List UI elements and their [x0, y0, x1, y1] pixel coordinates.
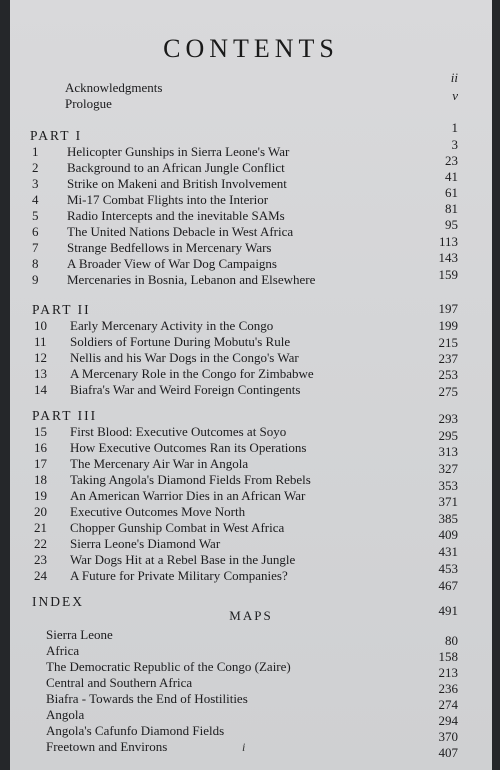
chapter-page: 159 — [438, 267, 458, 282]
maps-heading: MAPS — [229, 608, 273, 623]
chapter-title: War Dogs Hit at a Rebel Base in the Jungle — [70, 552, 296, 567]
map-title: Biafra - Towards the End of Hostilities — [46, 691, 248, 706]
map-title: Freetown and Environs — [46, 739, 168, 754]
map-title: Angola's Cafunfo Diamond Fields — [46, 723, 225, 738]
map-title: The Democratic Republic of the Congo (Zaire) — [46, 659, 291, 674]
part-heading: PART II — [32, 302, 91, 317]
chapter-number: 21 — [34, 520, 47, 535]
chapter-title: A Mercenary Role in the Congo for Zimbabwe — [70, 366, 314, 381]
chapter-title: Soldiers of Fortune During Mobutu's Rule — [70, 334, 291, 349]
chapter-page: 143 — [438, 250, 458, 265]
chapter-number: 5 — [32, 208, 39, 223]
toc-front-label: Prologue — [65, 96, 112, 111]
chapter-number: 15 — [34, 424, 47, 439]
book-page — [10, 0, 492, 770]
chapter-title: Executive Outcomes Move North — [70, 504, 246, 519]
chapter-title: An American Warrior Dies in an African War — [70, 488, 306, 503]
chapter-title: Nellis and his War Dogs in the Congo's War — [70, 350, 299, 365]
chapter-page: 353 — [438, 478, 458, 493]
chapter-number: 4 — [32, 192, 39, 207]
chapter-page: 409 — [438, 527, 458, 542]
toc-front-label: Acknowledgments — [65, 80, 163, 95]
chapter-title: Strike on Makeni and British Involvement — [67, 176, 287, 191]
chapter-page: 453 — [438, 561, 458, 576]
chapter-title: Sierra Leone's Diamond War — [70, 536, 221, 551]
chapter-number: 13 — [34, 366, 47, 381]
chapter-number: 18 — [34, 472, 47, 487]
map-page: 236 — [438, 681, 458, 696]
chapter-page: 385 — [438, 511, 458, 526]
chapter-title: Background to an African Jungle Conflict — [67, 160, 285, 175]
chapter-page: 237 — [438, 351, 458, 366]
chapter-page: 41 — [445, 169, 458, 184]
chapter-number: 3 — [32, 176, 39, 191]
chapter-page: 313 — [438, 444, 458, 459]
chapter-title: A Future for Private Military Companies? — [70, 568, 288, 583]
map-title: Central and Southern Africa — [46, 675, 193, 690]
page-folio: i — [242, 740, 246, 754]
chapter-page: 3 — [451, 137, 458, 152]
chapter-page: 327 — [438, 461, 458, 476]
map-page: 370 — [438, 729, 458, 744]
map-page: 213 — [438, 665, 458, 680]
chapter-number: 9 — [32, 272, 39, 287]
map-page: 158 — [438, 649, 458, 664]
chapter-page: 215 — [438, 335, 458, 350]
chapter-title: The United Nations Debacle in West Africa — [67, 224, 294, 239]
chapter-title: Strange Bedfellows in Mercenary Wars — [67, 240, 272, 255]
part-page: 197 — [438, 301, 458, 316]
chapter-number: 23 — [34, 552, 47, 567]
chapter-number: 2 — [32, 160, 39, 175]
chapter-page: 467 — [438, 578, 458, 593]
chapter-number: 24 — [34, 568, 47, 583]
chapter-page: 431 — [438, 544, 458, 559]
map-page: 274 — [438, 697, 458, 712]
chapter-page: 61 — [445, 185, 458, 200]
page-title: CONTENTS — [163, 34, 339, 63]
toc-front-page: v — [452, 88, 458, 103]
chapter-page: 23 — [445, 153, 458, 168]
chapter-page: 95 — [445, 217, 458, 232]
chapter-page: 295 — [438, 428, 458, 443]
chapter-number: 1 — [32, 144, 39, 159]
chapter-number: 14 — [34, 382, 47, 397]
chapter-number: 19 — [34, 488, 47, 503]
chapter-page: 253 — [438, 367, 458, 382]
map-title: Africa — [46, 643, 80, 658]
index-page: 491 — [438, 603, 458, 618]
chapter-title: A Broader View of War Dog Campaigns — [67, 256, 277, 271]
chapter-title: How Executive Outcomes Ran its Operations — [70, 440, 307, 455]
chapter-page: 275 — [438, 384, 458, 399]
chapter-title: Radio Intercepts and the inevitable SAMs — [67, 208, 285, 223]
chapter-number: 8 — [32, 256, 39, 271]
chapter-page: 371 — [438, 494, 458, 509]
part-page: 293 — [438, 411, 458, 426]
part-heading: PART III — [32, 408, 98, 423]
chapter-number: 11 — [34, 334, 47, 349]
map-page: 294 — [438, 713, 458, 728]
chapter-page: 113 — [438, 234, 458, 249]
chapter-title: Taking Angola's Diamond Fields From Rebels — [70, 472, 311, 487]
chapter-page: 199 — [438, 318, 458, 333]
chapter-number: 6 — [32, 224, 39, 239]
chapter-title: Mi-17 Combat Flights into the Interior — [67, 192, 269, 207]
map-title: Sierra Leone — [46, 627, 113, 642]
map-page: 80 — [445, 633, 458, 648]
chapter-number: 20 — [34, 504, 47, 519]
chapter-title: The Mercenary Air War in Angola — [70, 456, 249, 471]
toc-front-page: ii — [450, 70, 458, 85]
chapter-title: Chopper Gunship Combat in West Africa — [70, 520, 285, 535]
chapter-number: 7 — [32, 240, 39, 255]
part-heading: PART I — [30, 128, 83, 143]
map-page: 407 — [438, 745, 458, 760]
chapter-number: 17 — [34, 456, 47, 471]
chapter-title: First Blood: Executive Outcomes at Soyo — [70, 424, 287, 439]
chapter-title: Helicopter Gunships in Sierra Leone's War — [67, 144, 290, 159]
part-page: 1 — [451, 120, 458, 135]
chapter-number: 16 — [34, 440, 47, 455]
chapter-number: 12 — [34, 350, 47, 365]
chapter-number: 22 — [34, 536, 47, 551]
index-heading: INDEX — [32, 594, 84, 609]
chapter-page: 81 — [445, 201, 458, 216]
chapter-title: Biafra's War and Weird Foreign Contingents — [70, 382, 301, 397]
map-title: Angola — [46, 707, 85, 722]
chapter-title: Mercenaries in Bosnia, Lebanon and Elsewhere — [67, 272, 316, 287]
chapter-number: 10 — [34, 318, 47, 333]
chapter-title: Early Mercenary Activity in the Congo — [70, 318, 274, 333]
